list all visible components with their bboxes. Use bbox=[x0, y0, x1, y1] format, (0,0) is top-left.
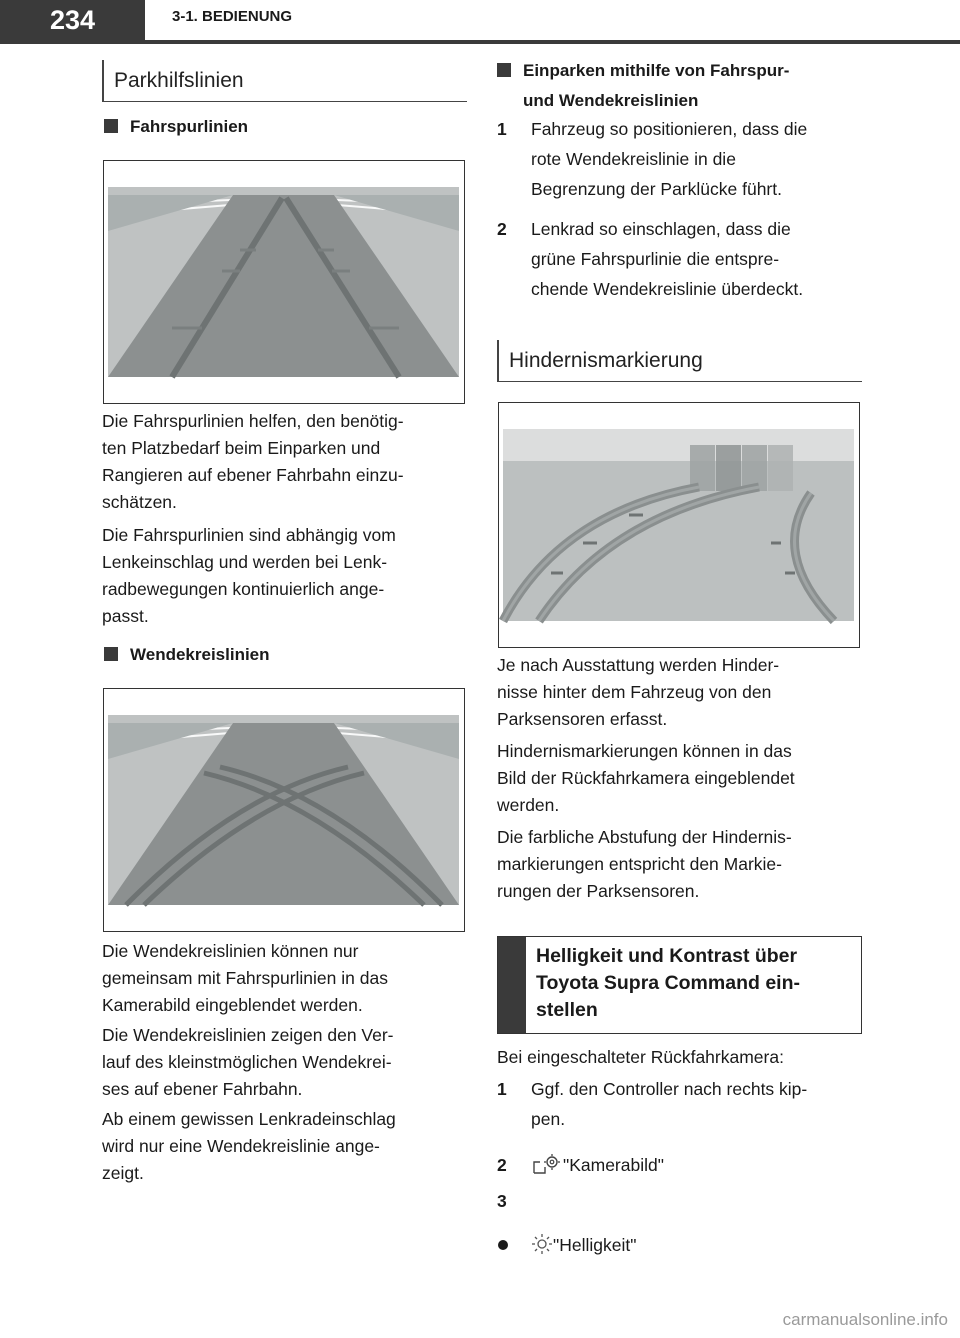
heading-bar bbox=[498, 937, 526, 1033]
obstacle-marking-figure bbox=[498, 402, 860, 648]
step-b3: 3 bbox=[497, 1191, 507, 1211]
brightness-bullet: "Helligkeit" bbox=[497, 1230, 863, 1260]
square-bullet-icon bbox=[104, 647, 118, 661]
step-b1: 1 Ggf. den Controller nach rechts kip- pen. bbox=[497, 1079, 808, 1129]
header-rule bbox=[0, 40, 960, 44]
step-a1: 1 Fahrzeug so positionieren, dass die rote Wendekreislinie in die Begrenzung der Parklücke führt. bbox=[497, 119, 808, 199]
camera-intro: Bei eingeschalteter Rückfahrkamera: bbox=[497, 1047, 784, 1067]
camera-settings-icon bbox=[531, 1153, 563, 1184]
paragraph-lane-lines-1: Die Fahrspurlinien helfen, den benötig- ten Platzbedarf beim Einparken und Rangieren auf ebener Fahrbahn einzu- schätzen. bbox=[102, 411, 404, 512]
paragraph-turning-2: Die Wendekreislinien zeigen den Ver- lauf des kleinstmöglichen Wendekrei- ses auf ebener Fahrbahn. bbox=[102, 1025, 394, 1099]
page-number: 234 bbox=[0, 0, 145, 40]
section-label: 3-1. BEDIENUNG bbox=[172, 8, 293, 25]
fahrspurlinien-subheading: Fahrspurlinien bbox=[104, 112, 248, 142]
paragraph-obstacle-3: Die farbliche Abstufung der Hindernis- markierungen entspricht den Markie- rungen der Parksensoren. bbox=[497, 827, 792, 901]
step-b2: 2 "Kamerabild" bbox=[497, 1150, 863, 1180]
einparken-subheading: Einparken mithilfe von Fahrspur- und Wendekreislinien bbox=[497, 56, 789, 116]
paragraph-turning-3: Ab einem gewissen Lenkradeinschlag wird nur eine Wendekreislinie ange- zeigt. bbox=[102, 1109, 396, 1183]
brightness-section-heading: Helligkeit und Kontrast über Toyota Supra Command ein- stellen bbox=[497, 936, 862, 1034]
paragraph-turning-1: Die Wendekreislinien können nur gemeinsam mit Fahrspurlinien in das Kamerabild eingeblendet werden. bbox=[102, 941, 388, 1015]
parkhilfslinien-heading: Parkhilfslinien bbox=[102, 60, 467, 102]
paragraph-obstacle-1: Je nach Ausstattung werden Hinder- nisse hinter dem Fahrzeug von den Parksensoren erfasst. bbox=[497, 655, 780, 729]
wendekreislinien-subheading: Wendekreislinien bbox=[104, 640, 270, 670]
brightness-icon bbox=[531, 1233, 553, 1264]
step-a2: 2 Lenkrad so einschlagen, dass die grüne Fahrspurlinie die entspre- chende Wendekreislinie überdeckt. bbox=[497, 219, 804, 299]
watermark: carmanualsonline.info bbox=[782, 1310, 948, 1329]
square-bullet-icon bbox=[497, 63, 511, 77]
paragraph-lane-lines-2: Die Fahrspurlinien sind abhängig vom Lenkeinschlag und werden bei Lenk- radbewegungen kontinuierlich ange- passt. bbox=[102, 525, 396, 626]
paragraph-obstacle-2: Hindernismarkierungen können in das Bild der Rückfahrkamera eingeblendet werden. bbox=[497, 741, 795, 815]
turning-lines-figure bbox=[103, 688, 465, 932]
bullet-dot bbox=[497, 1230, 509, 1269]
hindernismarkierung-heading: Hindernismarkierung bbox=[497, 340, 862, 382]
lane-lines-figure bbox=[103, 160, 465, 404]
square-bullet-icon bbox=[104, 119, 118, 133]
